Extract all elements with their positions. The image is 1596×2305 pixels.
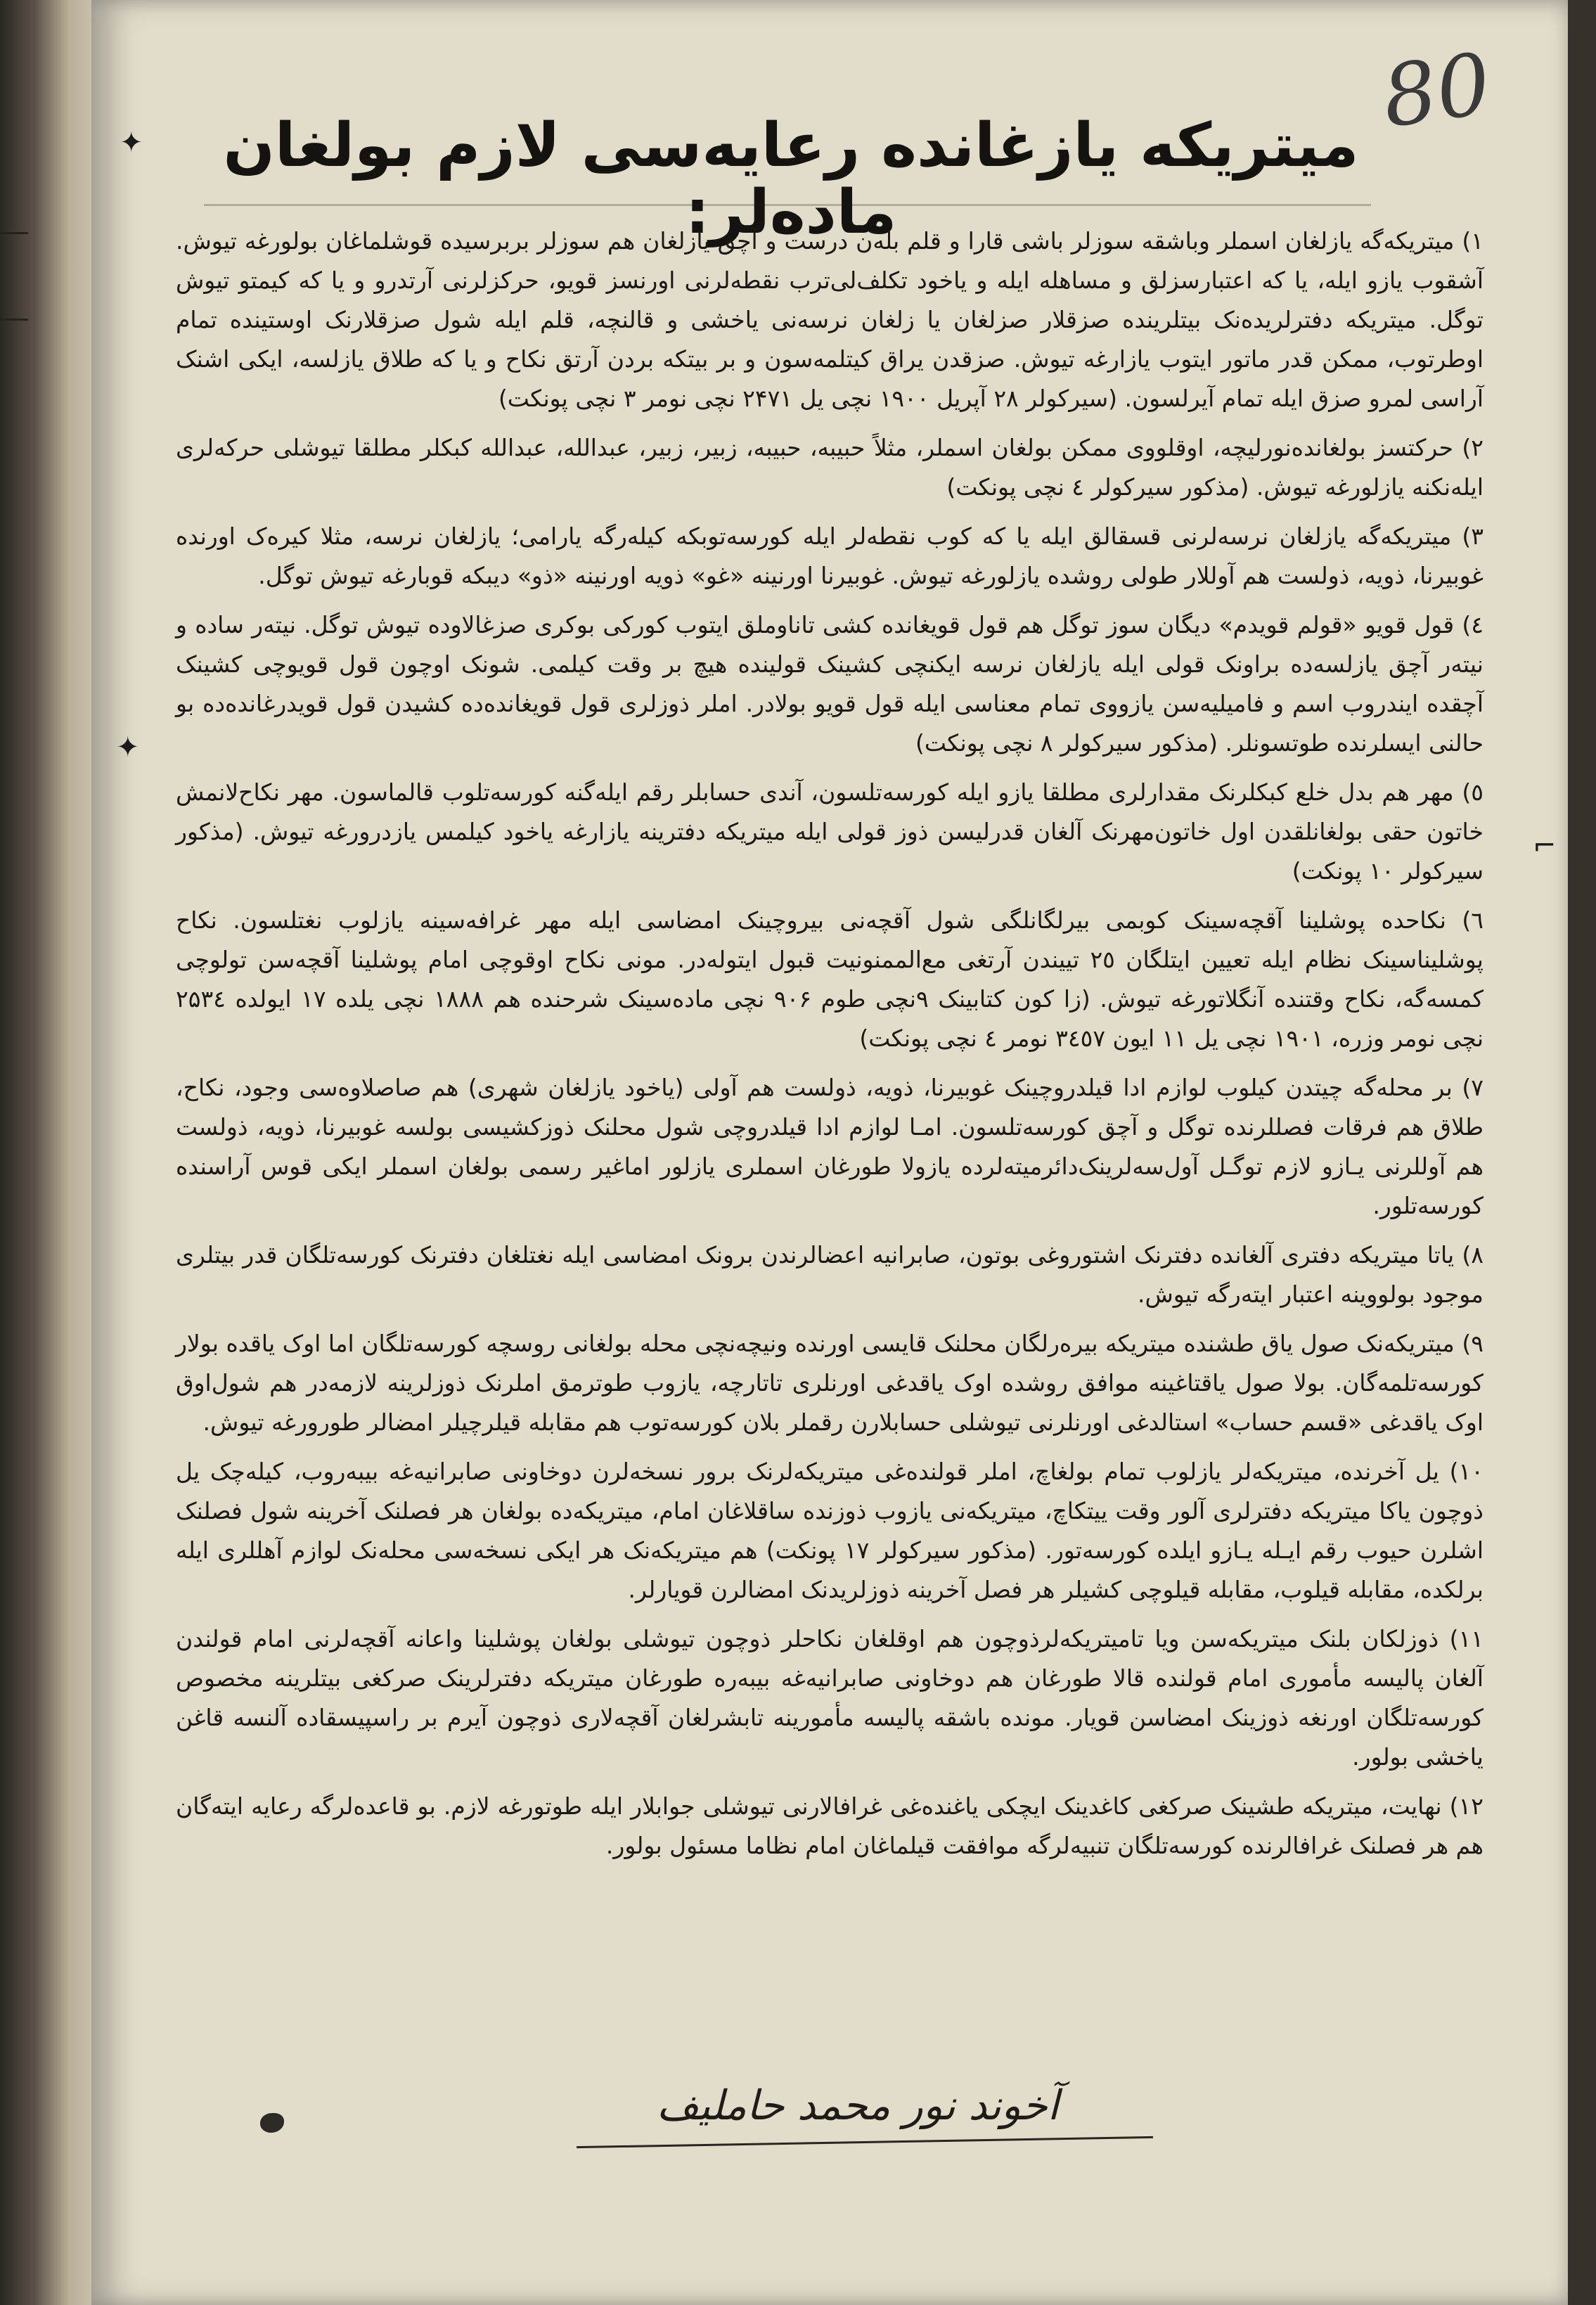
signature-stroke xyxy=(577,2136,1153,2148)
document-page xyxy=(91,0,1568,2305)
signature: آخوند نور محمد حامليف xyxy=(657,2081,1059,2129)
title-divider xyxy=(204,204,1371,206)
adjacent-page-stub xyxy=(0,232,28,321)
paragraph-5: ٥) مهر هم بدل خلع کبکلرنک مقدارلری مطلقا یازو ایله کورسه‌تلسون، آندی حسابلر رقم ایله‌گنه کورسه‌تلوب قالماسون. مهر نکاح‌لانمش خاتون حقی بولغانلقدن اول خاتون‌مهرنک آلغان قدرلیسن ذوز قولی ایله میتریکه دفترینه یازارغه یاخود کیلمس یازدرورغه تیوش. (مذکور سیرکولر ۱۰ پونکت) xyxy=(176,778,1484,885)
paragraph-2: ۲) حرکتسز بولغانده‌نورلیچه، اوقلووی ممکن بولغان اسملر، مثلاً حبیبه، حبیبه، زبیر، زبیر، عبدالله، عبدالله کبکلر مطلقا تیوشلی حرکه‌لری ایله‌نکنه یازلورغه تیوش. (مذکور سیرکولر ٤ نچی پونکت) xyxy=(176,434,1484,501)
paragraph-9: ۹) میتریکه‌نک صول یاق طشنده میتریکه بیره‌رلگان محلنک قایسی اورنده ونیچه‌نچی محله بولغانی روسچه کورسه‌تلگان اما اوک یاقده بولار کورسه‌تلمه‌گان. بولا صول یاقتاغینه موافق روشده اوک یاقدغی اورنلری تاتارچه، یازوب طوترمق املرنک ذوزلرینه لازمه‌در هم شول‌اوق اوک یاقدغی «قسم حساب» استالدغی اورنلرنی تیوشلی حسابلارن رقملر بلان کورسه‌توب هم مقابله قیلرچیلر امضالر طورورغه تیوش. xyxy=(176,1330,1484,1436)
margin-mark-icon: ✦ xyxy=(120,127,143,159)
paragraph-4: ٤) قول قویو «قولم قویدم» دیگان سوز توگل هم قول قویغانده کشی تاناوملق ایتوب کورکی بوکری صزغالاوده تیوش توگل. نیته‌ر ساده و نیته‌ر آچق یازلسه‌ده براونک قولی ایله یازلغان نرسه ایکنچی کشینک قولینده هیچ بر وقت کیلمی. شونک اوچون قول قویوچی کشینک آچقده ایندروب اسم و فامیلیه‌سن یازووی تمام معناسی ایله قول قویو بولادر. املر ذوزلری قول قویغانده‌ده کشیدن قول قویدرغانده‌ده بو حالنی ایسلرنده طوتسونلر. (مذکور سیرکولر ۸ نچی پونکت) xyxy=(176,611,1484,757)
book-binding xyxy=(0,0,98,2305)
paragraph-11: ۱۱) ذوزلکان بلنک میتریکه‌سن ویا تامیتریکه‌لرذوچون هم اوقلغان نکاحلر ذوچون تیوشلی بولغان پوشلینا واعانه آقچه‌لرنی امام قولندن آلغان پالیسه مأموری امام قولنده قالا طورغان هم دوخاونی صابرانیه‌غه بیبه‌ره طورغان میتریکه دفترلرینک صرکغی بیتلرینه مخصوص کورسه‌تلگان اورنغه ذوزینک امضاسن قویار. مونده باشقه پالیسه مأمورینه تابشرلغان آقچه‌لاری ذوچون آیرم بر راسپیسقاده آلنسه قاغن یاخشی بولور. xyxy=(176,1625,1484,1771)
folio-number: 80 xyxy=(1377,35,1497,147)
ink-blot xyxy=(260,2113,284,2133)
paragraph-12: ۱۲) نهایت، میتریکه طشینک صرکغی کاغدینک ایچکی یاغنده‌غی غرافالارنی تیوشلی جوابلار ایله طوتورغه لازم. بو قاعده‌لرگه رعایه ایته‌گان هم هر فصلنک غرافالرنده کورسه‌تلگان تنبیه‌لرگه موافقت قیلماغان امام نظاما مسئول بولور. xyxy=(176,1792,1484,1859)
paragraph-7: ۷) بر محله‌گه چیتدن کیلوب لوازم ادا قیلدروچینک غوبیرنا، ذویه، ذولست هم آولی (یاخود یازلغان شهری) هم صاصلاوه‌سی وجود، نکاح، طلاق هم فرقات فصللرنده توگل و آچق کورسه‌تلسون. امـا لوازم ادا قیلدروچی شول محلنک ذوزکشیسی بولسه غوبیرنا، ذویه، ذولست هم آوللرنی یـازو لازم توگـل آول‌سه‌لرینک‌دائرمیته‌لرده یازولا طورغان اسملری یازلور اماغیر رسمی بولغان اسملر ایکی قوس آراسنده کورسه‌تلور. xyxy=(176,1074,1484,1219)
paragraph-6: ٦) نکاحده پوشلینا آقچه‌سینک کوبمی بیرلگانلگی شول آقچه‌نی بیروچینک امضاسی ایله مهر غرافه‌سینه یازلوب نغتلسون. نکاح پوشلیناسینک نظام ایله تعیین ایتلگان ۲٥ تییندن آرتغی مع‌الممنونیت قبول ایتوله‌در. مونی نکاح اوقوچی امام پوشلینا آقچه‌سن تولوچی کمسه‌گه، نکاح وقتنده آنگلاتورغه تیوش. (زا کون کتابینک ۹نچی طوم ۹۰۶ نچی ماده‌سینک شرحنده هم ۱۸۸۸ نچی یلده ۱۷ ایولده ۲۵۳٤ نچی نومر وزره، ۱۹۰۱ نچی یل ۱۱ ایون ۳٤٥۷ نومر ٤ نچی پونکت) xyxy=(176,906,1484,1052)
document-body xyxy=(176,221,1484,1875)
margin-mark-icon: ✦ xyxy=(116,731,140,764)
paragraph-8: ۸) یاتا میتریکه دفتری آلغانده دفترنک اشتوروغی بوتون، صابرانیه اعضالرندن برونک امضاسی ایله نغتلغان دفترنک کورسه‌تلگان قدر بیتلری موجود بولووینه اعتبار ایته‌رگه تیوش. xyxy=(176,1241,1484,1308)
document-title: میتریکه یازغانده رعایه‌سی لازم بولغان ماده‌لر: xyxy=(223,110,1359,248)
paragraph-3: ۳) میتریکه‌گه یازلغان نرسه‌لرنی قسقالق ایله یا که کوب نقطه‌لر ایله کورسه‌توبکه کیله‌رگه یارامی؛ یازلغان نرسه، مثلا کیره‌ک اورنده غوبیرنا، ذویه، ذولست هم آوللار طولی روشده یازلورغه تیوش. غوبیرنا اورنینه «غو» ذویه اورنینه «ذو» دیبکه قوبارغه تیوش توگل. xyxy=(176,522,1484,589)
margin-mark-icon: ⌐ xyxy=(1533,830,1557,862)
paragraph-1: ۱) میتریکه‌گه یازلغان اسملر وباشقه سوزلر باشی قارا و قلم بله‌ن درست و آچق یازلغان هم سوزلر بربرسیده قوشلماغان بولورغه تیوش. آشقوب یازو ایله، یا که اعتبارسزلق و مساهله ایله و یاخود تکلف‌لی‌ترب نقطه‌لرنی اورنسز قویو، حرکزلرنی آرتدرو و یا که کیمتو تیوش توگل. میتریکه دفترلریده‌نک بیتلرینده صزقلار صزلغان یا زلغان نرسه‌نی یاخشی و قالنچه، قلم ایله شول صزقلارنک اوستینده تمام اوطرتوب، ممکن قدر ماتور ایتوب یازارغه تیوش. صزقدن یراق کیتلمه‌سون و بر بیتکه بردن آرتق نکاح و یا که طلاق یازلسه، ایکی اشنک آراسی لمرو صزق ایله تمام آیرلسون. (سیرکولر ۲۸ آپریل ۱۹۰۰ نچی یل ۲۴۷۱ نچی نومر ۳ نچی پونکت) xyxy=(176,227,1484,412)
paragraph-10: ۱۰) یل آخرنده، میتریکه‌لر یازلوب تمام بولغاچ، املر قولنده‌غی میتریکه‌لرنک برور نسخه‌لرن دوخاونی صابرانیه‌غه بیبه‌روب، کیله‌چک یل ذوچون یاکا میتریکه دفترلری آلور وقت ییتکاچ، میتریکه‌نی یازوب ذوزنده ساقلاغان امام، میتریکه‌ده بولغان هر فصلنک آخرینه شول فصلنک اشلرن حیوب رقم ایـله یـازو ایلده کورسه‌تور. (مذکور سیرکولر ۱۷ پونکت) هم میتریکه‌نک هر ایکی نسخه‌سی محله‌نک لوازم آهللری ایله برلکده، مقابله قیلوب، مقابله قیلوچی کشیلر هر فصل آخرینه ذوزلریدنک امضالرن قویارلر. xyxy=(176,1458,1484,1603)
